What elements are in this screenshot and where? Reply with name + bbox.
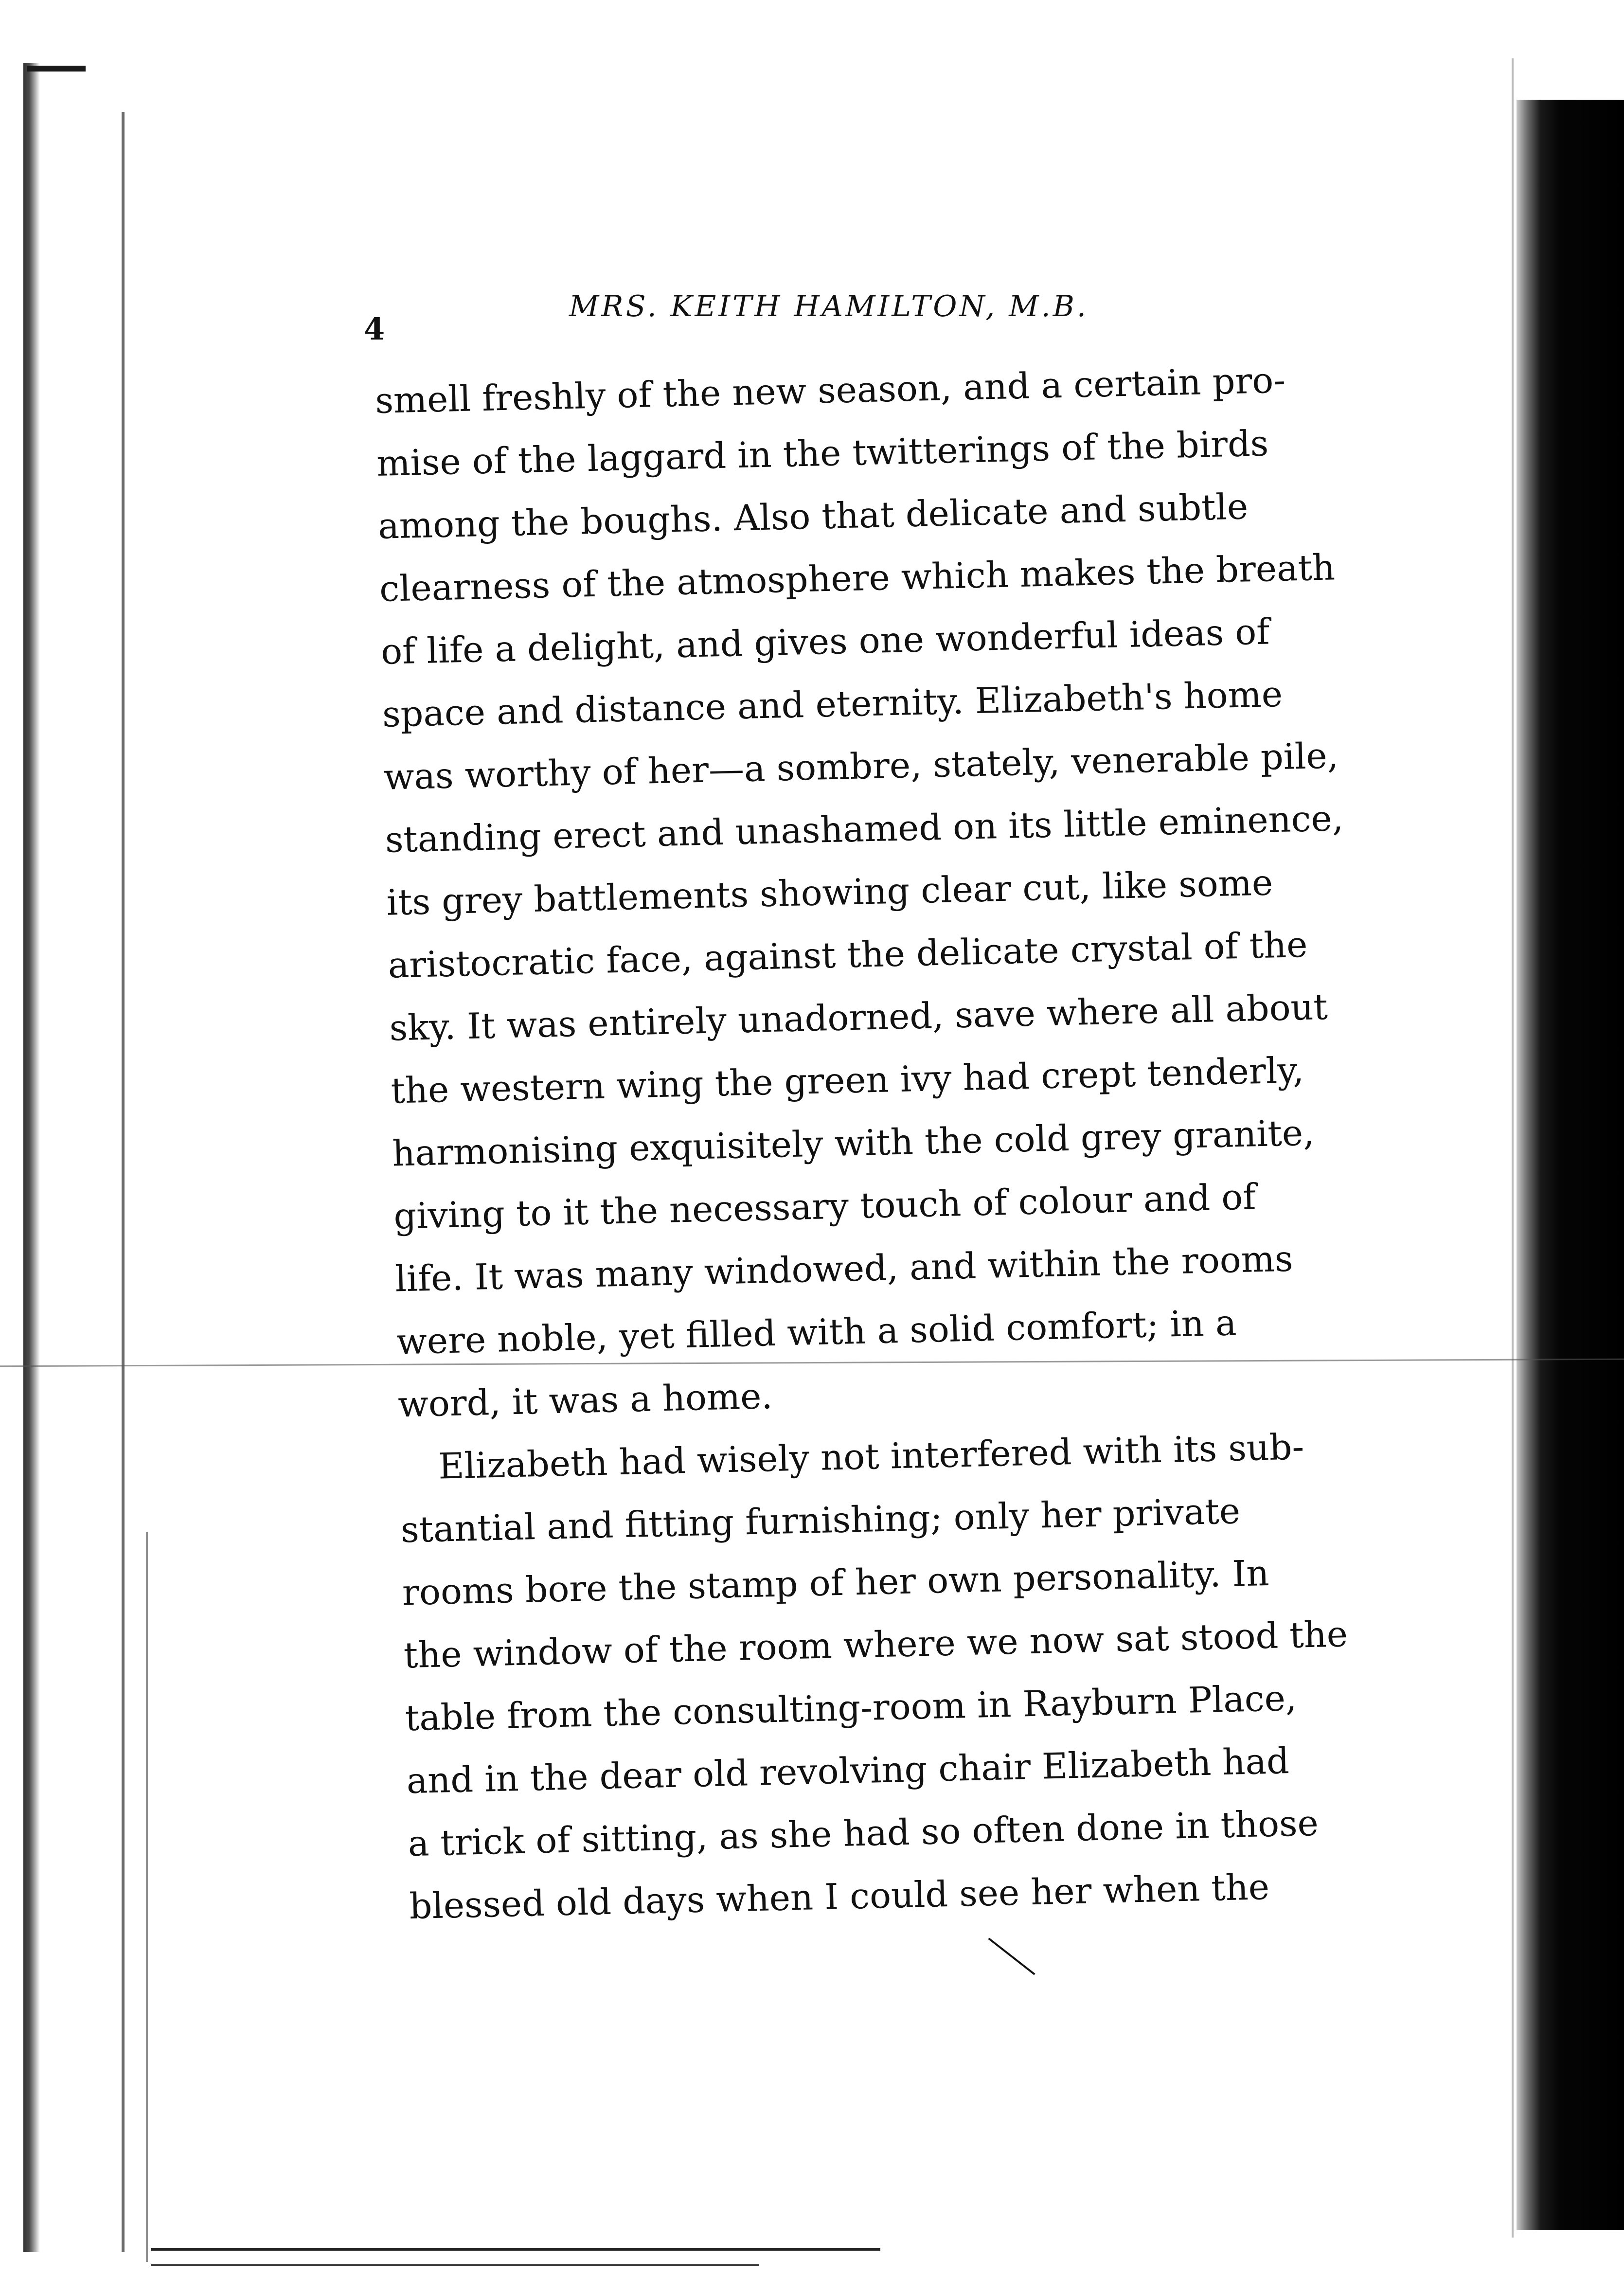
text-line: its grey battlements showing clear cut, like some	[386, 862, 1273, 924]
running-title: MRS. KEITH HAMILTON, M.B.	[569, 289, 1089, 323]
text-line: and in the dear old revolving chair Elizabeth had	[406, 1740, 1290, 1802]
text-line: standing erect and unashamed on its little eminence,	[384, 798, 1344, 861]
paragraph-start-line: Elizabeth had wisely not interfered with its sub-	[438, 1426, 1305, 1487]
text-line: word, it was a home.	[397, 1375, 773, 1426]
text-line: the window of the room where we now sat stood the	[403, 1613, 1348, 1677]
text-line: harmonising exquisitely with the cold grey granite,	[392, 1112, 1315, 1175]
text-line: giving to it the necessary touch of colour and of	[393, 1176, 1257, 1237]
scan-right-margin-line	[1512, 58, 1514, 2238]
text-line: rooms bore the stamp of her own personality. In	[402, 1552, 1270, 1614]
page-number: 4	[364, 311, 385, 347]
scan-bottom-rule-lower	[151, 2264, 759, 2266]
text-line: stantial and fitting furnishing; only her private	[400, 1490, 1241, 1551]
text-line: aristocratic face, against the delicate crystal of the	[387, 924, 1308, 986]
text-line: clearness of the atmosphere which makes the breath	[379, 547, 1336, 610]
scan-left-margin-line	[122, 112, 125, 2252]
text-line: of life a delight, and gives one wonderful ideas of	[380, 611, 1270, 673]
body-text	[375, 346, 1436, 1938]
text-line: a trick of sitting, as she had so often done in those	[407, 1802, 1319, 1865]
text-line: life. It was many windowed, and within the rooms	[394, 1238, 1294, 1300]
scan-left-margin-line-lower	[146, 1532, 148, 2262]
text-line: were noble, yet filled with a solid comfort; in a	[396, 1302, 1237, 1363]
text-line: among the boughs. Also that delicate and subtle	[377, 486, 1249, 547]
text-line: space and distance and eternity. Elizabeth's home	[382, 673, 1283, 735]
text-line: table from the consulting-room in Rayburn Place,	[404, 1677, 1297, 1739]
text-line: mise of the laggard in the twitterings of the birds	[376, 423, 1269, 484]
scan-left-edge-shadow	[23, 63, 40, 2252]
text-line: sky. It was entirely unadorned, save where all about	[389, 986, 1328, 1049]
scan-right-edge-shadow	[1517, 100, 1624, 2230]
text-line: the western wing the green ivy had crept tenderly,	[390, 1050, 1304, 1112]
text-line: was worthy of her—a sombre, stately, venerable pile,	[383, 735, 1339, 798]
text-line: smell freshly of the new season, and a certain pro-	[375, 359, 1286, 422]
scan-top-corner-mark	[27, 66, 86, 72]
text-line: blessed old days when I could see her when the	[409, 1866, 1270, 1928]
pen-mark	[988, 1937, 1035, 1975]
scan-bottom-rule	[151, 2248, 880, 2251]
